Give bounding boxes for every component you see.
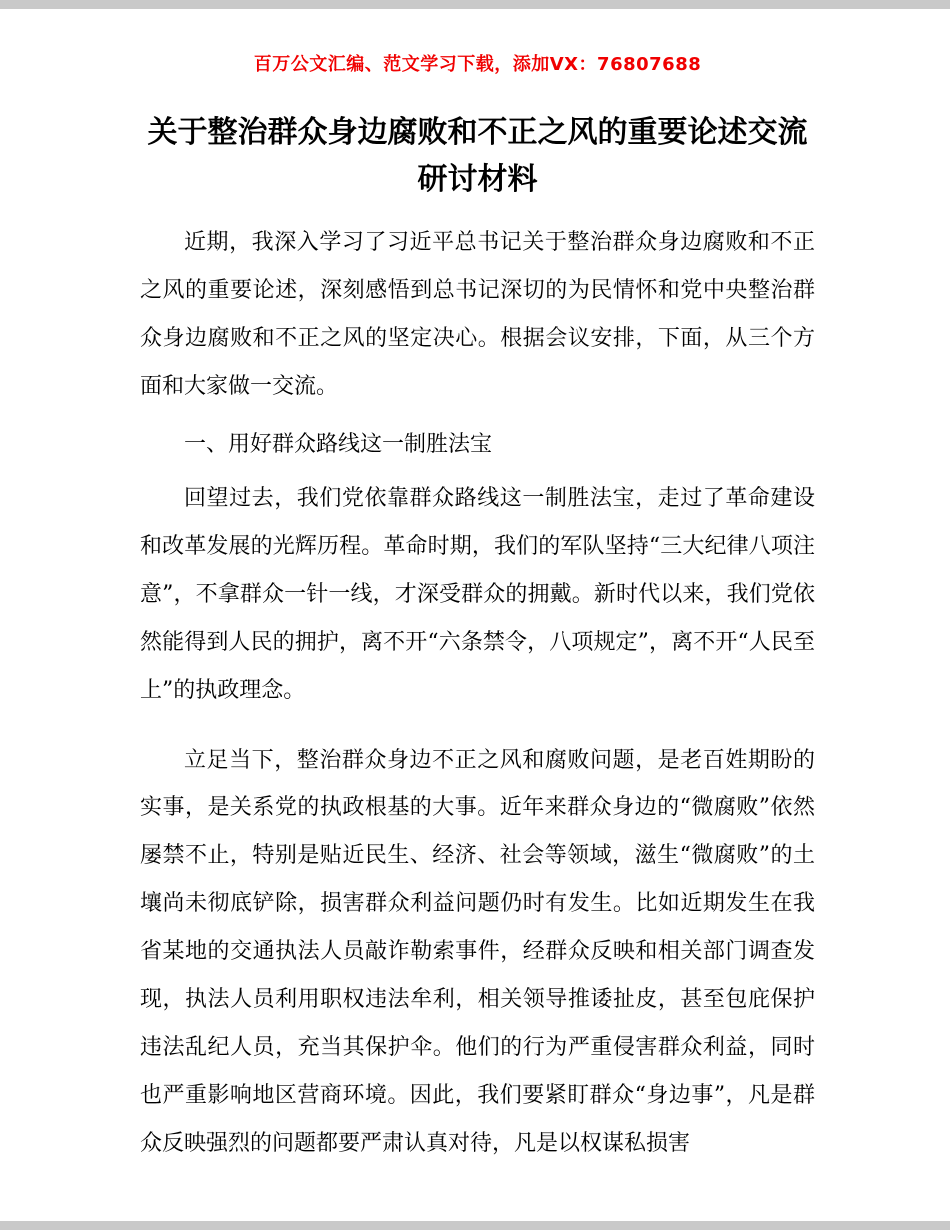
header-notice: 百万公文汇编、范文学习下载，添加VX：76807688 — [253, 54, 702, 75]
paragraph: 立足当下，整治群众身边不正之风和腐败问题，是老百姓期盼的实事，是关系党的执政根基的大事。近年来群众身边的“微腐败”依然屡禁不止，特别是贴近民生、经济、社会等领域，滋生“微腐败”的土壤尚未彻底铲除，损害群众利益问题仍时有发生。比如近期发生在我省某地的交通执法人员敲诈勒索事件，经群众反映和相关部门调查发现，执法人员利用职权违法牟利，相关领导推诿扯皮，甚至包庇保护违法乱纪人员，充当其保护伞。他们的行为严重侵害群众利益，同时也严重影响地区营商环境。因此，我们要紧盯群众“身边事”，凡是群众反映强烈的问题都要严肃认真对待，凡是以权谋私损害 — [140, 747, 815, 1157]
paragraph: 近期，我深入学习了习近平总书记关于整治群众身边腐败和不正之风的重要论述，深刻感悟到总书记深切的为民情怀和党中央整治群众身边腐败和不正之风的坚定决心。根据会议安排，下面，从三个方面和大家做一交流。 — [140, 230, 815, 399]
section-heading: 一、用好群众路线这一制胜法宝 — [184, 431, 493, 457]
document-content — [140, 0, 815, 1178]
paragraph: 回望过去，我们党依靠群众路线这一制胜法宝，走过了革命建设和改革发展的光辉历程。革命时期，我们的军队坚持“三大纪律八项注意”，不拿群众一针一线，才深受群众的拥戴。新时代以来，我们党依然能得到人民的拥护，离不开“六条禁令，八项规定”，离不开“人民至上”的执政理念。 — [140, 485, 815, 703]
document-title: 关于整治群众身边腐败和不正之风的重要论述交流研讨材料 — [147, 115, 808, 197]
paragraph-list — [140, 219, 815, 1168]
page-bottom-edge — [0, 1221, 950, 1230]
